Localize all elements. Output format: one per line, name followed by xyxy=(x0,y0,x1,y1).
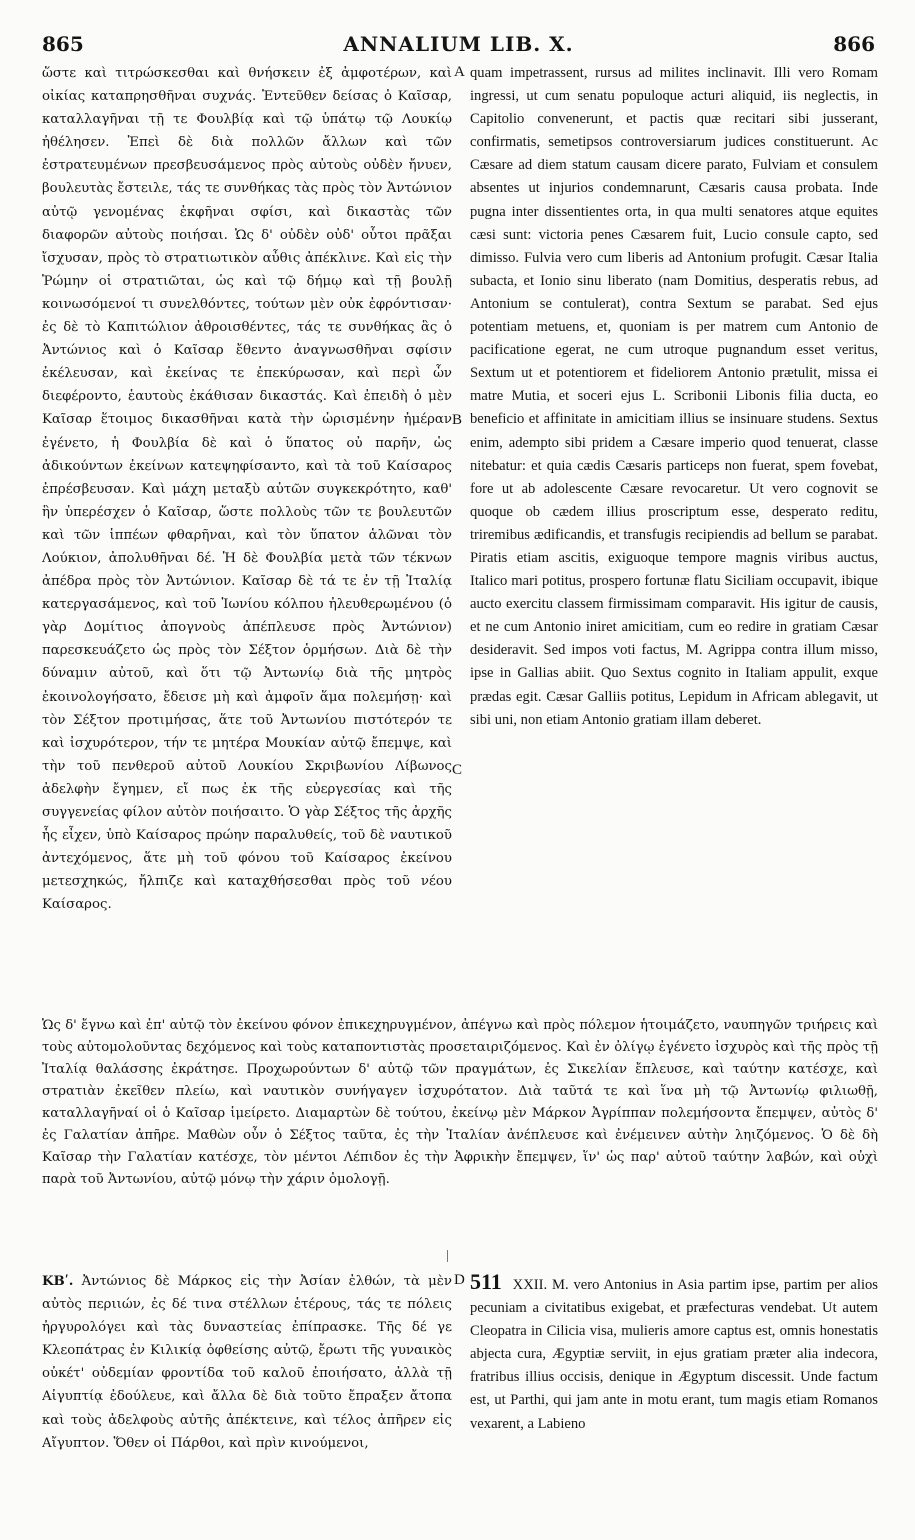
page-number-left: 865 xyxy=(42,32,84,56)
latin-page-marker: 511 xyxy=(470,1270,502,1294)
greek-section-number: ΚΒʹ. xyxy=(42,1274,74,1289)
margin-marker-a: A xyxy=(454,64,465,80)
running-title: ANNALIUM LIB. X. xyxy=(343,32,574,56)
margin-marker-d: D xyxy=(454,1272,465,1288)
page-number-right: 866 xyxy=(833,32,875,56)
latin-section-text: M. vero Antonius in Asia partim ipse, partim per alios pecuniam a civitatibus exigebat, et præfecturas vendebat. Ut autem Cleopatra in Cilicia visa, mulieris amore captus est, omnis honestatis abjecta cura, Ægyptiæ serviit, in ejus gratiam præter alia indecora, fratribus illius occisis, denique in Ægyptum discessit. Unde factum est, ut Parthi, qui jam ante in motu erant, tum magis etiam Romanos vexarent, a Labieno xyxy=(470,1277,878,1432)
greek-section-text: Ἀντώνιος δὲ Μάρκος εἰς τὴν Ἀσίαν ἐλθών, τὰ μὲν αὐτὸς περιιών, ἐς δέ τινα στέλλων ἑτέρους, τάς τε πόλεις ἠργυρολόγει καὶ τὰς δυναστείας ἐπίπρασκε. Τῆς δέ γε Κλεοπάτρας ἐν Κιλικίᾳ ὀφθείσης αὐτῷ, ἔρωτι τῆς γυναικὸς οὐκέτ' οὐδεμίαν φροντίδα τοῦ καλοῦ ἐποιήσατο, ἀλλὰ τῇ Αἰγυπτίᾳ ἐδούλευε, καὶ ἄλλα δὲ διὰ τοῦτο ἔπραξεν ἄτοπα καὶ τοὺς ἀδελφοὺς αὐτῆς ἀπέκτεινε, καὶ τέλος ἀπῆρεν εἰς Αἴγυπτον. Ὅθεν οἱ Πάρθοι, καὶ πρὶν κινούμενοι, xyxy=(42,1274,452,1451)
greek-full-width-paragraph: Ὡς δ' ἔγνω καὶ ἐπ' αὐτῷ τὸν ἐκείνου φόνον ἐπικεχηρυγμένον, ἀπέγνω καὶ πρὸς πόλεμον ἡτοιμάζετο, ναυπηγῶν τριήρεις καὶ τοὺς αὐτομολοῦντας δεχόμενος καὶ τοὺς καταποντιστὰς προσεταιριζόμενος. Καὶ ἐν ὀλίγῳ ἐγένετο ἰσχυρὸς καὶ τῆς πρὸς τῇ Ἰταλίᾳ θαλάσσης ἐκράτησε. Προχωρούντων δ' αὐτῷ τῶν πραγμάτων, ἐς Σικελίαν ἔπλευσε, καὶ ταύτην κατέσχε, καὶ στρατιὰν ἐκεῖθεν πλείω, καὶ ναυτικὸν συνήγαγεν ἰσχυρότατον. Διὰ ταῦτά τε καὶ ἵνα μὴ τῷ Ἀντωνίῳ φιλιωθῇ, καταλλαγῆναί οἱ ὁ Καῖσαρ ἱμείρετο. Διαμαρτὼν δὲ τούτου, ἐκείνῳ μὲν Μάρκον Ἀγρίππαν πολεμήσοντα ἔπεμψεν, αὐτὸς δ' ἐς Γαλατίαν ἀπῆρε. Μαθὼν οὖν ὁ Σέξτος ταῦτα, ἐς τὴν Ἰταλίαν ἀνέπλευσε καὶ ἐνέμεινεν αὐτὴν ληιζόμενος. Ὁ δὲ δὴ Καῖσαρ τὴν Γαλατίαν κατέσχε, τὸν μέντοι Λέπιδον ἐς τὴν Ἀφρικὴν ἔπεμψεν, ἵν' ὡς παρ' αὐτοῦ ταύτην λαβών, καὶ οὐχὶ παρὰ τοῦ Ἀντωνίου, αὐτῷ μόνῳ τὴν χάριν ὁμολογῇ. xyxy=(42,1018,878,1187)
latin-section-number: XXII. xyxy=(512,1277,548,1293)
margin-marker-b: B xyxy=(452,412,463,428)
column-divider-mark xyxy=(447,1250,448,1262)
latin-column-top: quam impetrassent, rursus ad milites inclinavit. Illi vero Romam ingressi, ut cum senatu populoque acturi aliquid, iis neglectis, in Capitolio convenerunt, et pactis quæ recitari sibi jusserant, confirmatis, semetipsos controversiarum judices constituerunt. Ac Cæsare ad diem statum causam dicere parato, Fulviam et consulem absentes ut injurios condemnarunt, Cæsaris causa probata. Inde pugna inter dissentientes orta, in qua multi senatores atque equites cæsi sunt: victoria penes Cæsarem fuit, Lucio consule capto, sed dimisso. Fulvia vero cum liberis ad Antonium profugit. Cæsar Italia subacta, et Ionio sinu liberato (nam Domitius, desperatis rebus, ad Antonium se contulerat), contra Sextum se parabat. Sed ejus potentiam metuens, et, quoniam is per matrem cum Antonio de pacificatione egerat, ne cum utroque pugnandum esset veritus, Sextum ut et potentiorem et fideliorem Antonio prætulit, missa ei matre Mutia, et soceri ejus L. Scribonii Libonis filia ducta, eo beneficio et affinitate in amicitiam illius se insinuare studens. Sextus enim, adempto sibi pridem a Cæsare imperio quod tenuerat, classe nitebatur: et quia cædis Cæsaris particeps non fuerat, spem fovebat, fore ut ab adolescente Cæsare revocaretur. Ut vero cognovit se quoque ob cædem illius proscriptum esse, desperato reditu, triremibus ædificandis, et transfugis recipiendis ad bellum se parabat. Piratis etiam ascitis, exiguoque tempore magnis viribus auctus, Italico mari potitus, prospero fortunæ flatu Siciliam occupavit, ibique aucto exercitu classem firmissimam comparavit. His igitur de causis, et ne cum Antonio iniret amicitiam, cum eo redire in gratiam Cæsar desideravit. Sed impos voti factus, M. Agrippa contra illum misso, ipse in Gallias abiit. Quo Sextus cognito in Italiam appulit, exque prædas egit. Cæsar Galliis potitus, Lepidum in Africam ablegavit, ut sibi uni, non etiam Antonio gratiam illam deberet. xyxy=(470,65,878,728)
latin-section-xxii xyxy=(470,1270,878,1480)
margin-marker-c: C xyxy=(452,762,463,778)
running-header xyxy=(42,32,875,62)
greek-section-xxii xyxy=(42,1270,452,1480)
greek-column-top: ὥστε καὶ τιτρώσκεσθαι καὶ θνήσκειν ἐξ ἀμφοτέρων, καὶ οἰκίας καταπρησθῆναι συχνάς. Ἐντεῦθεν δείσας ὁ Καῖσαρ, καταλλαγῆναι τῇ τε Φουλβίᾳ καὶ τῷ ὑπάτῳ τῷ Λουκίῳ ἠθέλησεν. Ἐπεὶ δὲ διὰ πολλῶν ἄλλων καὶ τῶν ἐστρατευμένων πρεσβευσάμενος πρὸς αὐτοὺς οὐδὲν ἤνυεν, βουλευτὰς ἔστειλε, τάς τε συνθήκας τὰς πρὸς τὸν Ἀντώνιον αὐτῷ γενομένας ἐκφῆναι σφίσι, καὶ δικαστὰς τῶν διαφορῶν αὐτοὺς ποιήσαι. Ὡς δ' οὐδὲν οὐδ' οὗτοι πρᾶξαι ἴσχυσαν, πρὸς τὸ στρατιωτικὸν αὖθις ἀπέκλινε. Καὶ εἰς τὴν Ῥώμην οἱ στρατιῶται, ὡς καὶ τῷ δήμῳ καὶ τῇ βουλῇ κοινωσόμενοί τι συνελθόντες, τούτων μὲν οὐκ ἐφρόντισαν· ἐς δὲ τὸ Καπιτώλιον ἀθροισθέντες, τάς τε συνθήκας ἃς ὁ Ἀντώνιος καὶ ὁ Καῖσαρ ἔθεντο ἀναγνωσθῆναι σφίσιν ἐκέλευσαν, καὶ ἐκείνας τε ἐπεκύρωσαν, καὶ περὶ ὧν διεφέροντο, ἑαυτοὺς ἐκάθισαν δικαστάς. Καὶ ἐπειδὴ ὁ μὲν Καῖσαρ ἕτοιμος δικασθῆναι κατὰ τὴν ὡρισμένην ἡμέραν ἐγένετο, ἡ Φουλβία δὲ καὶ ὁ ὕπατος οὐ παρῆν, ὡς ἀδικούντων ἐκείνων κατεψηφίσαντο, καὶ τὰ τοῦ Καίσαρος ἐπρέσβευσαν. Καὶ μάχη μεταξὺ αὐτῶν συγκεκρότητο, καθ' ἣν ὑπερέσχεν ὁ Καῖσαρ, ὥστε πολλοὺς τῶν τε βουλευτῶν καὶ τῶν ἱππέων φθαρῆναι, καὶ τὸν ὕπατον ἁλῶναι τὸν Λούκιον, ἀπολυθῆναι δέ. Ἡ δὲ Φουλβία μετὰ τῶν τέκνων ἀπέδρα πρὸς τὸν Ἀντώνιον. Καῖσαρ δὲ τά τε ἐν τῇ Ἰταλίᾳ κατεργασάμενος, καὶ τοῦ Ἰωνίου κόλπου ἠλευθερωμένου (ὁ γὰρ Δομίτιος ἀπογνοὺς ἀπέπλευσε πρὸς Ἀντώνιον) παρεσκευάζετο ὡς πρὸς τὸν Σέξτον ὁρμήσων. Διὰ δὲ τὴν δύναμιν αὐτοῦ, καὶ ὅτι τῷ Ἀντωνίῳ διὰ τῆς μητρὸς ἐκοινολογήσατο, ἔδεισε μὴ καὶ ἀμφοῖν ἅμα πολεμήσῃ· καὶ τὸν Σέξτον προτιμήσας, ἅτε τοῦ Ἀντωνίου πιστότερόν τε καὶ ἰσχυρότερον, τήν τε μητέρα Μουκίαν αὐτῷ ἔπεμψε, καὶ τὴν τοῦ πενθεροῦ αὐτοῦ Λουκίου Σκριβωνίου Λίβωνος ἀδελφὴν ἔγημεν, εἴ πως ἐκ τῆς εὐεργεσίας καὶ τῆς συγγενείας φίλον αὐτὸν ποιήσαιτο. Ὁ γὰρ Σέξτος τῆς ἀρχῆς ἧς εἶχεν, ὑπὸ Καίσαρος πρώην παραλυθείς, τοῦ δὲ ναυτικοῦ ἀντεχόμενος, ἅτε μὴ τοῦ φόνου τοῦ Καίσαρος ἐκείνου μετεσχηκώς, ἤλπιζε καὶ καταχθήσεσθαι πρὸς τοῦ νέου Καίσαρος. xyxy=(42,66,452,913)
